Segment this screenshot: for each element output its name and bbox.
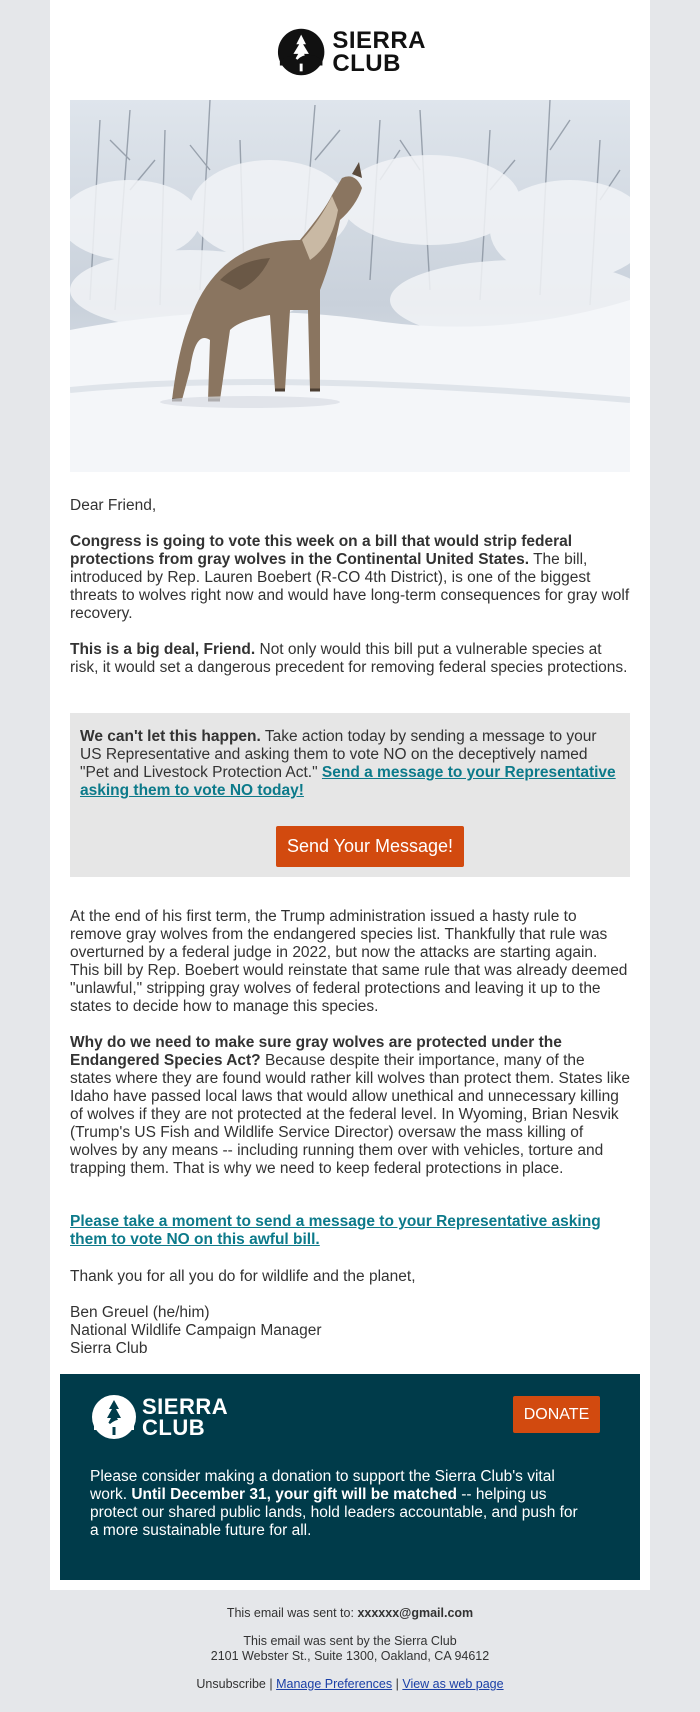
footer-wordmark-line-2: CLUB [142, 1415, 206, 1440]
email-card [50, 0, 650, 1590]
intro-rest: The bill, introduced by Rep. Lauren Boebert (R-CO 4th District), is one of the biggest threats to wolves right now and would have long-term consequences for gray wolf recovery. [70, 551, 630, 622]
footer-wordmark [142, 1396, 228, 1438]
footer-text-b: -- helping us protect our shared public lands, hold leaders accountable, and push for a more sustainable future for all. [90, 1486, 578, 1539]
sent-by-line: This email was sent by the Sierra Club [243, 1634, 457, 1648]
hero-image-howling-wolf[interactable] [70, 100, 630, 472]
tree-mountain-emblem-icon [276, 26, 326, 78]
wolf-in-snow-illustration [70, 100, 630, 472]
donation-footer [60, 1374, 640, 1580]
sent-to-email: xxxxxx@gmail.com [357, 1606, 474, 1620]
sierra-club-wordmark [332, 29, 426, 75]
sent-to-label: This email was sent to: [226, 1606, 358, 1620]
wordmark-line-1: SIERRA [332, 27, 426, 54]
paragraph-big-deal [70, 641, 630, 677]
sent-to-line [0, 1606, 700, 1621]
footer-text-a: Please consider making a donation to support the Sierra Club's vital work. [90, 1468, 555, 1503]
footer-match-bold: Until December 31, your gift will be matched [131, 1486, 457, 1503]
unsubscribe-link[interactable]: Unsubscribe [196, 1677, 266, 1691]
intro-bold: Congress is going to vote this week on a bill that would strip federal protections from gray wolves in the Continental United States. [70, 533, 573, 568]
manage-preferences-link[interactable]: Manage Preferences [276, 1677, 393, 1691]
thanks-line: Thank you for all you do for wildlife and the planet, [70, 1268, 416, 1285]
link-separator-1: | [265, 1677, 277, 1691]
cta-paragraph [70, 1213, 630, 1249]
signature-org: Sierra Club [70, 1340, 148, 1357]
footer-wordmark-line-1: SIERRA [142, 1394, 229, 1419]
send-your-message-button[interactable]: Send Your Message! [276, 826, 464, 867]
paragraph-why-esa [70, 1034, 630, 1178]
signature-title: National Wildlife Campaign Manager [70, 1322, 322, 1339]
greeting: Dear Friend, [70, 497, 157, 514]
footer-tree-emblem-icon [90, 1393, 138, 1441]
address-line: 2101 Webster St., Suite 1300, Oakland, CA 94612 [210, 1649, 490, 1663]
sender-info [0, 1634, 700, 1664]
donate-button[interactable]: DONATE [513, 1396, 600, 1433]
callout-send-message-link[interactable]: Send a message to your Representative asking them to vote NO today! [80, 764, 616, 799]
paragraph-intro [70, 533, 630, 623]
paragraph-trump-rule: At the end of his first term, the Trump administration issued a hasty rule to remove gray wolves from the endangered species list. Thankfully that rule was overturned by a federal judge in 2022, but now the attacks are starting again. This bill by Rep. Boebert would reinstate that same rule that was already deemed "unlawful," stripping gray wolves of federal protections and leaving it up to the states to decide how to manage this species. [70, 908, 628, 1015]
footer-donation-text [90, 1468, 590, 1540]
callout-body: Take action today by sending a message to your US Representative and asking them to vote NO on the deceptively named "Pet and Livestock Protection Act." [80, 728, 597, 781]
why-esa-rest: Because despite their importance, many of the states where they are found would rather kill wolves than protect them. States like Idaho have passed local laws that would allow unethical and unnecessary killing of wolves if they are not protected at the federal level. In Wyoming, Brian Nesvik (Trump's US Fish and Wildlife Service Director) oversaw the mass killing of wolves by any means -- including running them over with vehicles, torture and trapping them. That is why we need to keep federal protections in place. [70, 1052, 631, 1177]
link-separator-2: | [392, 1677, 403, 1691]
view-as-web-page-link[interactable]: View as web page [402, 1677, 504, 1691]
action-callout [70, 713, 630, 877]
callout-text [80, 728, 620, 800]
cta-send-message-link[interactable]: Please take a moment to send a message to your Representative asking them to vote NO on this awful bill. [70, 1213, 601, 1248]
sierra-club-logo[interactable] [276, 26, 426, 78]
callout-bold: We can't let this happen. [80, 728, 261, 745]
wordmark-line-2: CLUB [332, 50, 401, 77]
signature [70, 1304, 630, 1358]
why-esa-bold: Why do we need to make sure gray wolves are protected under the Endangered Species Act? [70, 1034, 562, 1069]
big-deal-rest: Not only would this bill put a vulnerable species at risk, it would set a dangerous precedent for removing federal species protections. [70, 641, 628, 676]
footer-links [0, 1677, 700, 1692]
big-deal-bold: This is a big deal, Friend. [70, 641, 256, 658]
footer-sierra-club-logo[interactable] [90, 1392, 230, 1442]
signature-name: Ben Greuel (he/him) [70, 1304, 210, 1321]
